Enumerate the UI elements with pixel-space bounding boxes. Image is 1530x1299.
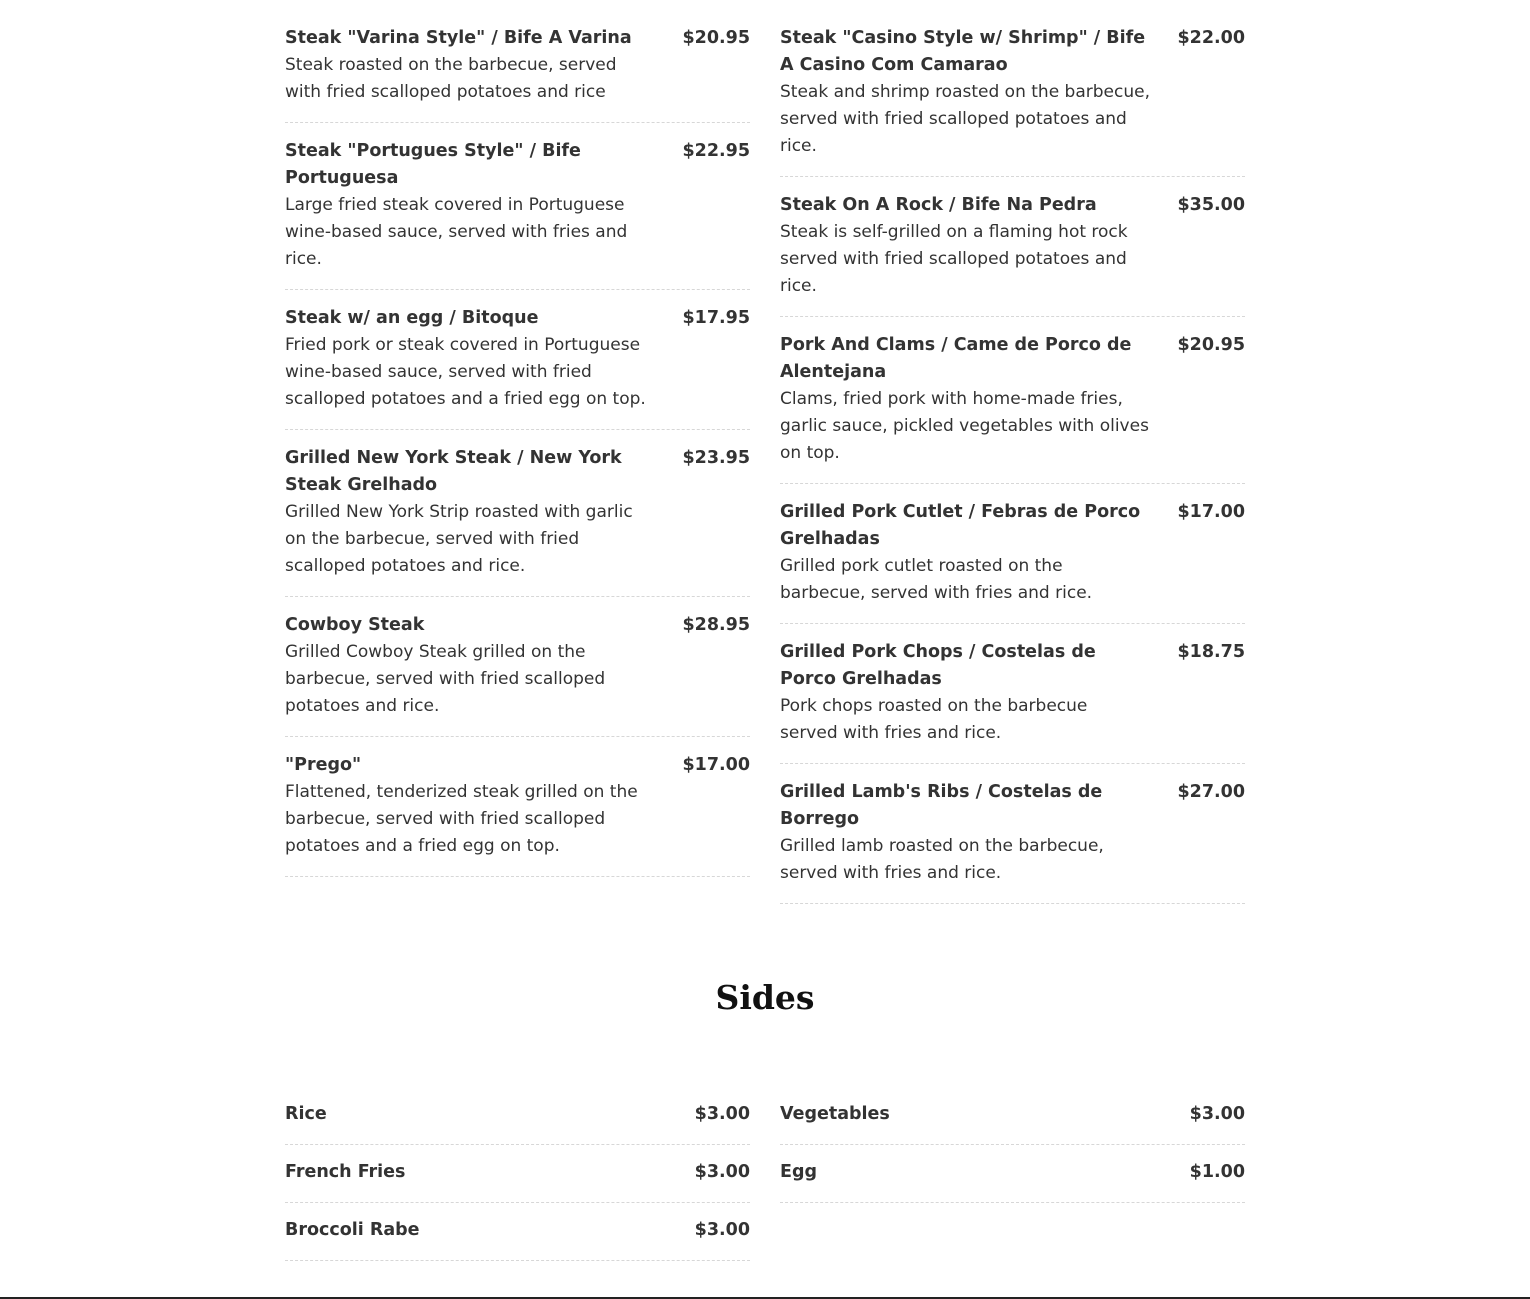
menu-item	[285, 24, 750, 123]
menu-item-price: $28.95	[682, 615, 750, 635]
menu-item	[780, 778, 1245, 904]
menu-item-description: Grilled New York Strip roasted with garlic on the barbecue, served with fried scalloped potatoes and rice.	[285, 502, 633, 576]
menu-item-text	[285, 138, 655, 273]
side-item-price: $3.00	[694, 1220, 750, 1240]
main-dishes-right-column	[780, 24, 1245, 918]
menu-item	[285, 304, 750, 430]
menu-item-price: $20.95	[1177, 335, 1245, 355]
menu-item-name: Steak "Portugues Style" / Bife Portuguesa	[285, 141, 581, 188]
sides-section-title: Sides	[715, 978, 815, 1017]
menu-item-text	[285, 752, 655, 860]
menu-item-name: Grilled Pork Chops / Costelas de Porco Grelhadas	[780, 642, 1096, 689]
side-item-price: $3.00	[1189, 1104, 1245, 1124]
menu-item-name: Grilled New York Steak / New York Steak Grelhado	[285, 448, 622, 495]
menu-item-name: Steak "Casino Style w/ Shrimp" / Bife A Casino Com Camarao	[780, 28, 1146, 75]
menu-item-text	[285, 612, 655, 720]
menu-item	[780, 498, 1245, 624]
menu-item-text	[285, 445, 655, 580]
menu-item-description: Large fried steak covered in Portuguese wine-based sauce, served with fries and rice.	[285, 195, 628, 269]
menu-item-price: $17.00	[1177, 502, 1245, 522]
side-item-price: $3.00	[694, 1104, 750, 1124]
menu-item-text	[780, 332, 1150, 467]
menu-item-name: Steak "Varina Style" / Bife A Varina	[285, 28, 632, 48]
sides-grid	[285, 1100, 1245, 1274]
menu-item-description: Fried pork or steak covered in Portuguese wine-based sauce, served with fried scalloped potatoes and a fried egg on top.	[285, 335, 646, 409]
menu-item-price: $22.95	[682, 141, 750, 161]
menu-item-description: Flattened, tenderized steak grilled on the barbecue, served with fried scalloped potatoes and a fried egg on top.	[285, 782, 638, 856]
menu-item	[780, 24, 1245, 177]
menu-item-name: "Prego"	[285, 755, 362, 775]
menu-item	[285, 751, 750, 877]
menu-item-price: $27.00	[1177, 782, 1245, 802]
menu-item-price: $35.00	[1177, 195, 1245, 215]
menu-item-price: $20.95	[682, 28, 750, 48]
menu-item-name: Cowboy Steak	[285, 615, 425, 635]
side-item-name: French Fries	[285, 1162, 406, 1182]
menu-item-description: Clams, fried pork with home-made fries, garlic sauce, pickled vegetables with olives on top.	[780, 389, 1149, 463]
menu-item-text	[780, 25, 1150, 160]
menu-item-text	[285, 25, 655, 106]
side-item-name: Rice	[285, 1104, 327, 1124]
menu-item	[285, 137, 750, 290]
side-item-name: Broccoli Rabe	[285, 1220, 420, 1240]
menu-item-name: Grilled Pork Cutlet / Febras de Porco Grelhadas	[780, 502, 1141, 549]
side-item-price: $1.00	[1189, 1162, 1245, 1182]
side-item-price: $3.00	[694, 1162, 750, 1182]
menu-item-text	[780, 639, 1150, 747]
main-dishes-grid	[285, 24, 1245, 918]
side-item	[780, 1158, 1245, 1203]
menu-item-description: Grilled lamb roasted on the barbecue, served with fries and rice.	[780, 836, 1104, 883]
menu-item-description: Grilled pork cutlet roasted on the barbecue, served with fries and rice.	[780, 556, 1093, 603]
menu-item-price: $23.95	[682, 448, 750, 468]
menu-item	[780, 331, 1245, 484]
menu-item-text	[285, 305, 655, 413]
side-item	[285, 1158, 750, 1203]
menu-item-description: Pork chops roasted on the barbecue served with fries and rice.	[780, 696, 1088, 743]
main-dishes-left-column	[285, 24, 750, 918]
menu-item-name: Steak On A Rock / Bife Na Pedra	[780, 195, 1097, 215]
menu-item-price: $18.75	[1177, 642, 1245, 662]
menu-item-price: $22.00	[1177, 28, 1245, 48]
menu-item-description: Steak is self-grilled on a flaming hot rock served with fried scalloped potatoes and rice.	[780, 222, 1128, 296]
sides-right-column	[780, 1100, 1245, 1274]
menu-item-price: $17.95	[682, 308, 750, 328]
side-item	[780, 1100, 1245, 1145]
menu-item-name: Steak w/ an egg / Bitoque	[285, 308, 539, 328]
menu-item-text	[780, 779, 1150, 887]
sides-left-column	[285, 1100, 750, 1274]
menu-item-description: Steak and shrimp roasted on the barbecue, served with fried scalloped potatoes and rice.	[780, 82, 1150, 156]
side-item-name: Vegetables	[780, 1104, 890, 1124]
menu-item-text	[780, 192, 1150, 300]
menu-item-description: Steak roasted on the barbecue, served with fried scalloped potatoes and rice	[285, 55, 617, 102]
menu-item-name: Pork And Clams / Came de Porco de Alentejana	[780, 335, 1132, 382]
menu-item	[285, 611, 750, 737]
menu-item-name: Grilled Lamb's Ribs / Costelas de Borrego	[780, 782, 1103, 829]
side-item	[285, 1100, 750, 1145]
menu-item-text	[780, 499, 1150, 607]
menu-item	[780, 638, 1245, 764]
side-item-name: Egg	[780, 1162, 818, 1182]
menu-item-description: Grilled Cowboy Steak grilled on the barbecue, served with fried scalloped potatoes and rice.	[285, 642, 606, 716]
menu-item	[780, 191, 1245, 317]
menu-item-price: $17.00	[682, 755, 750, 775]
side-item	[285, 1216, 750, 1261]
menu-item	[285, 444, 750, 597]
